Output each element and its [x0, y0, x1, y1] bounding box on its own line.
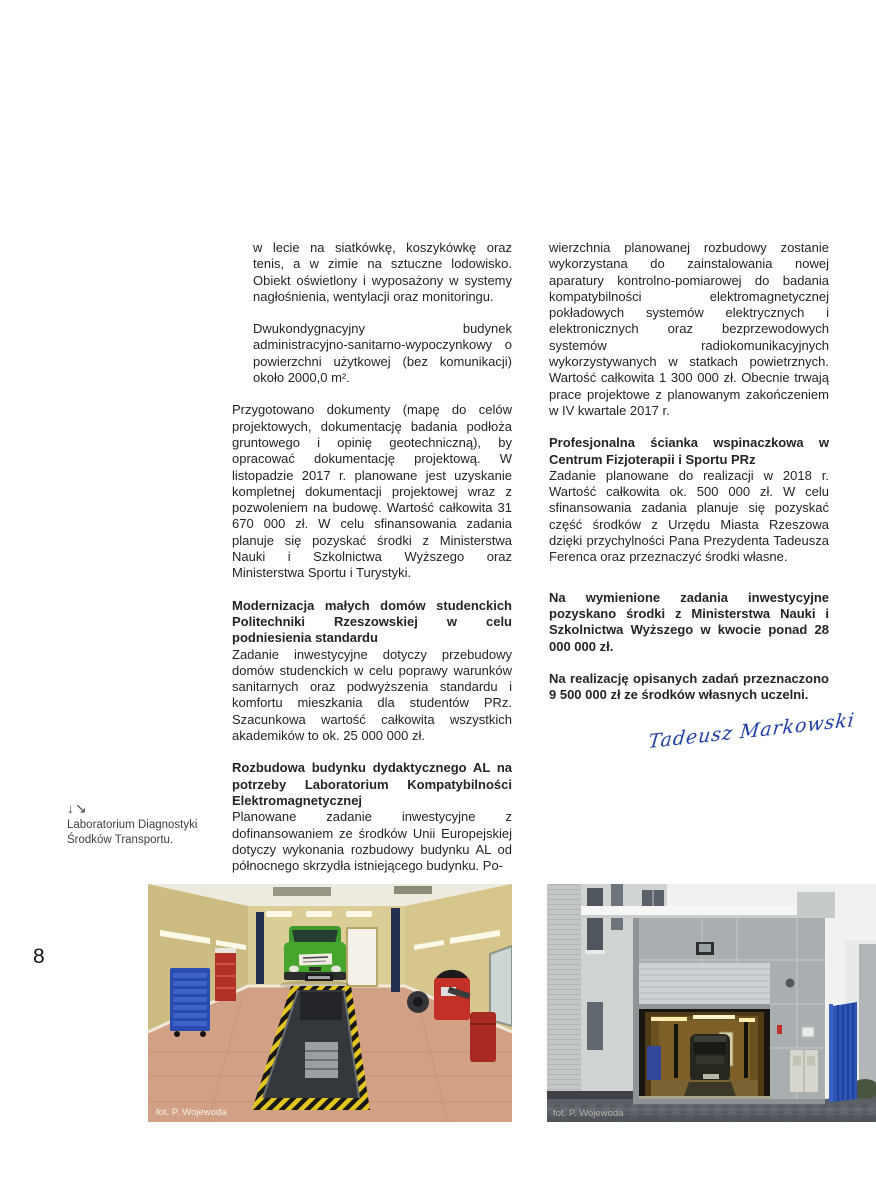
section-heading: Profesjonalna ścianka wspinaczkowa w Centrum Fizjoterapii i Sportu PRz [549, 435, 829, 467]
lift-post [674, 1024, 678, 1078]
blue-gate [829, 1002, 857, 1102]
parked-car [690, 1034, 730, 1082]
caption-line: Środków Transportu. [67, 834, 174, 846]
tire-hub [413, 997, 423, 1007]
right-column [549, 240, 829, 719]
car-lift-post [391, 908, 400, 992]
red-tool-cabinet [215, 948, 236, 1001]
left-column [232, 240, 512, 890]
section-al-extension [232, 760, 512, 874]
photo-caption [67, 800, 207, 848]
paragraph-continuation-3: wierzchnia planowanej rozbudowy zostanie wykorzystana do zainstalowania nowej aparatury kontrolno-pomiarowej do badania kompatybilności elektromagnetycznej pokładowych systemów elektrycznych i elektronicznych oraz bezprzewodowych systemów radiokomunikacyjnych wykorzystywanych w statkach powietrznych. Wartość całkowita 1 300 000 zł. Obecnie trwają prace projektowe z planowanym zakończeniem w IV kwartale 2017 r. [549, 240, 829, 418]
down-and-down-right-arrow-icons: ↓↘ [67, 800, 88, 816]
summary-funding-paragraph: Na wymienione zadania inwestycyjne pozyskano środki z Ministerstwa Nauki i Szkolnictwa Wyższego w kwocie ponad 28 000 000 zł. [549, 589, 829, 654]
fluorescent-tube [693, 1015, 735, 1019]
ceiling-duct [273, 887, 331, 896]
section-heading: Modernizacja małych domów studenckich Politechniki Rzeszowskiej w celu podniesienia standardu [232, 597, 512, 646]
photo-credit: fot. P. Wojewoda [156, 1107, 227, 1118]
sectional-door [639, 963, 770, 1009]
photo-lab-interior [148, 884, 512, 1122]
gutter-line [581, 915, 825, 918]
lab-interior-illustration [148, 884, 512, 1122]
control-panel [802, 1027, 814, 1037]
floodlight [696, 942, 714, 955]
paragraph-documents: Przygotowano dokumenty (mapę do celów projektowych, dokumentację badania podłoża gruntowego i opinię geotechniczną), by opracować dokumentację projektową. W listopadzie 2017 r. planowane jest uzyskanie kompletnej dokumentacji projektowej wraz z pozwoleniem na budowę. Wartość całkowita 31 670 000 zł. W celu sfinansowania zadania planuje się pozyskać środki z Ministerstwa Nauki i Szkolnictwa Wyższego oraz Ministerstwa Sportu i Turystyki. [232, 402, 512, 581]
parapet-cap [797, 888, 835, 892]
garage-interior [639, 1009, 770, 1099]
garage-opening [639, 963, 770, 1099]
section-climbing-wall [549, 435, 829, 565]
switch-box [777, 1025, 782, 1034]
signature-text: Tadeusz Markowski [647, 708, 857, 754]
fluorescent-tube [739, 1018, 755, 1022]
ceiling-duct [394, 886, 432, 894]
blue-tool-cabinet [170, 968, 210, 1037]
summary-own-funds-paragraph: Na realizację opisanych zadań przeznaczono 9 500 000 zł ze środków własnych uczelni. [549, 670, 829, 703]
photo-lab-exterior [547, 884, 876, 1122]
utility-cabinet [790, 1050, 818, 1092]
background-pillar [859, 944, 876, 1094]
section-body: Zadanie planowane do realizacji w 2018 r. Wartość całkowita ok. 500 000 zł. W celu sfinansowania zadania planuje się pozyskać część środków z Urzędu Miasta Rzeszowa dzięki przychylności Pana Prezydenta Tadeusza Ferenca oraz przeznaczyć środki własne. [549, 467, 829, 565]
wall-lamp [786, 979, 795, 988]
photo-credit: fot. P. Wojewoda [553, 1108, 624, 1119]
section-body: Planowane zadanie inwestycyjne z dofinansowaniem ze środków Unii Europejskiej dotyczy wykonania rozbudowy budynku AL od północnego skrzydła istniejącego budynku. Po- [232, 809, 512, 874]
section-heading: Rozbudowa budynku dydaktycznego AL na potrzeby Laboratorium Kompatybilności Elektromagnetycznej [232, 760, 512, 808]
back-door [347, 928, 377, 986]
parapet-column [797, 888, 835, 918]
lab-exterior-illustration [547, 884, 876, 1122]
section-body: Zadanie inwestycyjne dotyczy przebudowy domów studenckich w celu poprawy warunków sanitarnych oraz podwyższenia standardu i komfortu mieszkania dla studentów PRz. Szacunkowa wartość całkowita wszystkich akademików to ok. 25 000 000 zł. [232, 646, 512, 744]
paragraph-continuation-2: Dwukondygnacyjny budynek administracyjno-sanitarno-wypoczynkowy o powierzchni użytkowej (bez komunikacji) około 2000,0 m². [253, 321, 512, 386]
car-lift-post [256, 912, 264, 984]
interior-cabinet [647, 1046, 661, 1080]
paragraph-continuation-1: w lecie na siatkówkę, koszykówkę oraz tenis, a w zimie na sztuczne lodowisko. Obiekt oświetlony i wyposażony w systemy nagłośnienia, wentylacji oraz monitoringu. [253, 240, 512, 304]
page-number: 8 [33, 945, 45, 968]
lift-post [744, 1022, 748, 1078]
fluorescent-tube [651, 1017, 687, 1021]
signature [647, 700, 857, 762]
caption-line: Laboratorium Diagnostyki [67, 819, 198, 831]
section-dorm-modernization [232, 598, 512, 745]
